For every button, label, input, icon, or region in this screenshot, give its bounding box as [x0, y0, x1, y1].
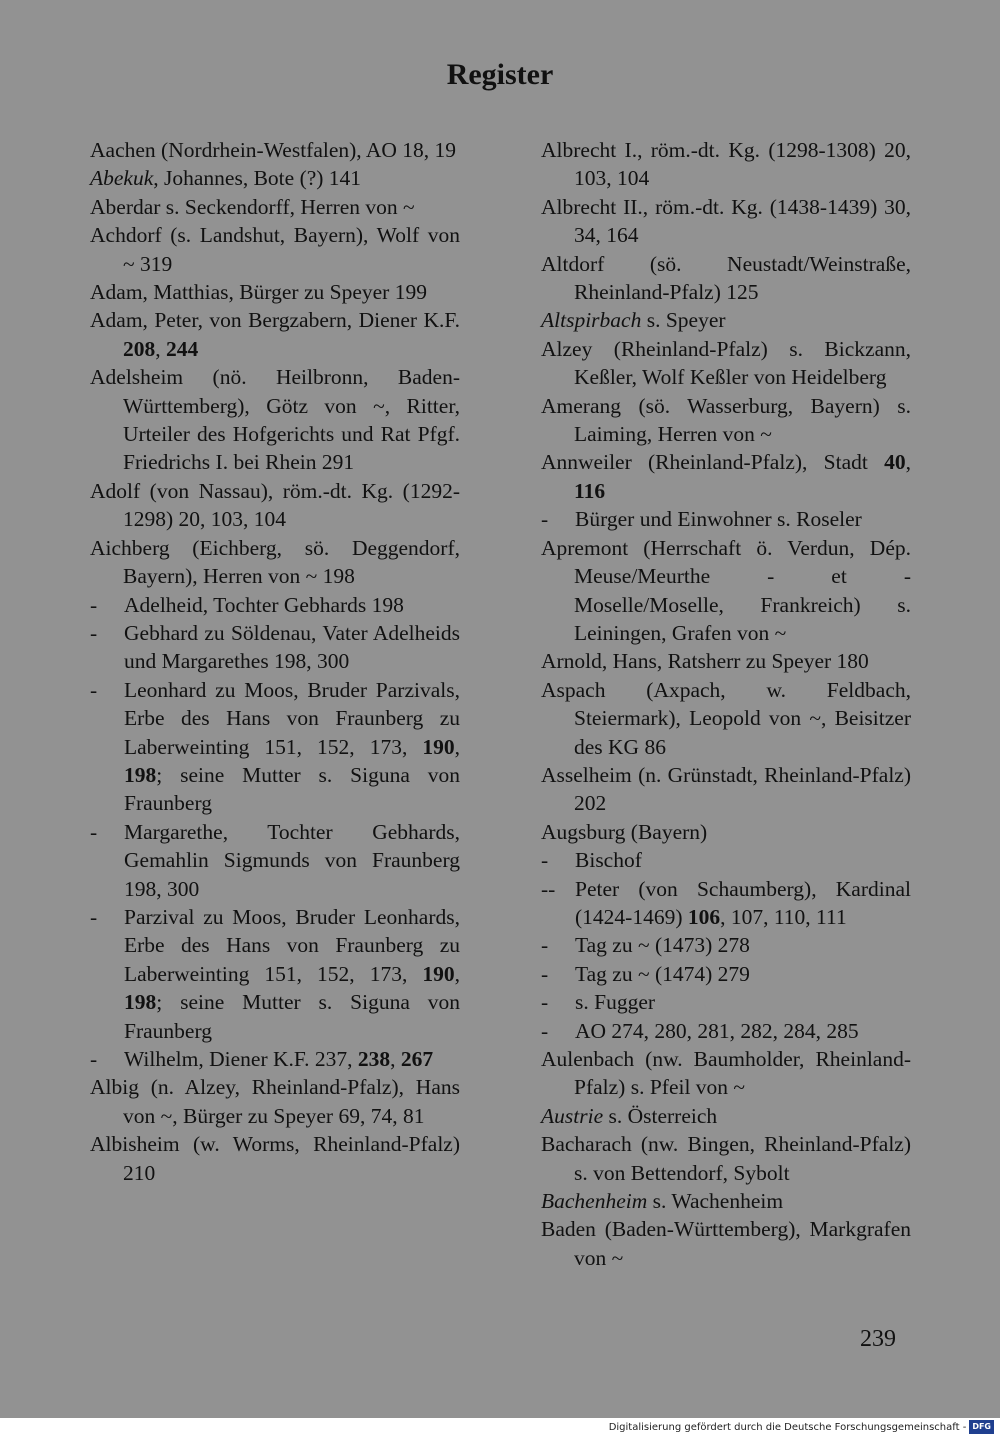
entry-text: Albrecht II., röm.-dt. Kg. (1438-1439) 30, 34, 164	[541, 194, 911, 248]
entry-text: Margarethe, Tochter Gebhards, Gemahlin Sigmunds von Fraunberg 198, 300	[124, 819, 460, 901]
entry-text: ,	[155, 336, 166, 361]
entry-text: Bischof	[575, 848, 642, 873]
entry-text: Apremont (Herrschaft ö. Verdun, Dép. Meuse/Meurthe - et - Moselle/Moselle, Frankreich) s. Leiningen, Grafen von ~	[541, 535, 911, 645]
index-entry	[541, 1102, 911, 1130]
entry-text: ,	[390, 1047, 401, 1071]
index-subentry	[541, 846, 911, 874]
subentry-dash: -	[541, 961, 549, 986]
italic-term: Altspirbach	[541, 308, 642, 333]
index-entry	[541, 306, 911, 334]
entry-text: Gebhard zu Söldenau, Vater Adelheids und Margarethes 198, 300	[124, 620, 460, 674]
entry-text: Annweiler (Rheinland-Pfalz), Stadt	[541, 450, 885, 475]
index-column-right	[541, 136, 911, 1272]
entry-text: Bürger und Einwohner s. Roseler	[575, 507, 862, 532]
index-entry	[90, 477, 460, 534]
entry-text: Aachen (Nordrhein-Westfalen), AO 18, 19	[90, 138, 457, 162]
entry-text: ; seine Mutter s. Siguna von Fraunberg	[124, 762, 460, 816]
bold-page-ref: 267	[400, 1047, 434, 1071]
index-subentry	[541, 931, 911, 959]
entry-text: s. Speyer	[641, 308, 726, 333]
index-entry	[541, 136, 911, 193]
subentry-dash: -	[541, 848, 549, 873]
entry-text: Adelheid, Tochter Gebhards 198	[124, 592, 404, 617]
italic-term: Austrie	[541, 1103, 604, 1128]
bold-page-ref: 244	[166, 336, 199, 361]
index-subentry	[541, 988, 911, 1016]
index-subentry	[90, 591, 460, 619]
entry-text: s. Fugger	[575, 990, 656, 1015]
subentry-dash: -	[90, 677, 98, 702]
entry-text: Albisheim (w. Worms, Rheinland-Pfalz) 210	[90, 1132, 460, 1185]
page-title: Register	[446, 58, 554, 91]
index-entry	[541, 647, 911, 675]
entry-text: Adelsheim (nö. Heilbronn, Baden-Württemberg), Götz von ~, Ritter, Urteiler des Hofgerichts und Rat Pfgf. Friedrichs I. bei Rhein 291	[90, 365, 460, 475]
index-subentry	[90, 1045, 460, 1073]
entry-text: Baden (Baden-Württemberg), Markgrafen von ~	[541, 1217, 911, 1270]
bold-page-ref: 208	[123, 336, 156, 361]
subentry-dash: -	[541, 990, 549, 1015]
entry-text: Wilhelm, Diener K.F. 237,	[124, 1047, 358, 1071]
index-entry	[541, 534, 911, 648]
entry-text: ,	[905, 450, 911, 475]
entry-text: Alzey (Rheinland-Pfalz) s. Bickzann, Keßler, Wolf Keßler von Heidelberg	[541, 336, 911, 390]
entry-text: , Johannes, Bote (?) 141	[153, 166, 362, 191]
bold-page-ref: 106	[687, 904, 721, 929]
index-entry	[541, 676, 911, 761]
page-number: 239	[860, 1326, 896, 1352]
digitization-footer	[609, 1420, 994, 1434]
entry-text: Leonhard zu Moos, Bruder Parzivals, Erbe des Hans von Fraunberg zu Laberweinting 151, 152, 173,	[124, 677, 460, 759]
subentry-dash: -	[541, 1018, 549, 1043]
entry-text: Altdorf (sö. Neustadt/Weinstraße, Rheinland-Pfalz) 125	[541, 251, 911, 305]
entry-text: Albrecht I., röm.-dt. Kg. (1298-1308) 20, 103, 104	[541, 138, 911, 191]
italic-term: Abekuk	[90, 166, 154, 191]
index-entry	[90, 193, 460, 221]
index-entry	[90, 136, 460, 164]
bold-page-ref: 116	[574, 478, 606, 503]
index-entry	[541, 761, 911, 818]
index-subentry	[541, 505, 911, 533]
entry-text: Albig (n. Alzey, Rheinland-Pfalz), Hans von ~, Bürger zu Speyer 69, 74, 81	[90, 1075, 460, 1128]
entry-text: Adam, Peter, von Bergzabern, Diener K.F.	[90, 308, 460, 333]
entry-text: Adam, Matthias, Bürger zu Speyer 199	[90, 280, 427, 305]
entry-text: , 107, 110, 111	[720, 904, 847, 929]
entry-text: Peter (von Schaumberg), Kardinal (1424-1469)	[575, 876, 911, 929]
entry-text: Adolf (von Nassau), röm.-dt. Kg. (1292-1298) 20, 103, 104	[90, 478, 460, 532]
bold-page-ref: 198	[124, 990, 157, 1015]
index-entry	[90, 1073, 460, 1130]
index-subentry	[541, 1017, 911, 1045]
subentry-dash: -	[90, 1047, 98, 1071]
index-column-left	[90, 136, 460, 1187]
index-entry	[541, 392, 911, 449]
entry-text: Augsburg (Bayern)	[541, 819, 708, 844]
entry-text: Achdorf (s. Landshut, Bayern), Wolf von ~ 319	[90, 223, 460, 276]
index-entry	[90, 1130, 460, 1187]
index-entry	[541, 250, 911, 307]
entry-text: Aberdar s. Seckendorff, Herren von ~	[90, 194, 415, 219]
entry-text: ,	[454, 734, 460, 759]
index-entry	[541, 818, 911, 846]
entry-text: ,	[454, 961, 460, 986]
bold-page-ref: 238	[357, 1047, 391, 1071]
index-entry	[90, 278, 460, 306]
entry-text: Aulenbach (nw. Baumholder, Rheinland-Pfalz) s. Pfeil von ~	[541, 1047, 911, 1100]
index-entry	[90, 164, 460, 192]
subentry-dash: -	[541, 933, 549, 958]
entry-text: Amerang (sö. Wasserburg, Bayern) s. Laiming, Herren von ~	[541, 393, 911, 447]
index-subentry	[90, 676, 460, 818]
subentry-dash: --	[541, 876, 556, 901]
index-entry	[541, 1215, 911, 1272]
subentry-dash: -	[90, 819, 98, 844]
index-entry	[90, 221, 460, 278]
subentry-dash: -	[90, 592, 98, 617]
entry-text: Aspach (Axpach, w. Feldbach, Steiermark), Leopold von ~, Beisitzer des KG 86	[541, 677, 911, 759]
entry-text: Tag zu ~ (1473) 278	[575, 933, 750, 958]
index-entry	[541, 335, 911, 392]
entry-text: Arnold, Hans, Ratsherr zu Speyer 180	[541, 649, 869, 674]
entry-text: ; seine Mutter s. Siguna von Fraunberg	[124, 990, 460, 1043]
subentry-dash: -	[541, 507, 549, 532]
entry-text: AO 274, 280, 281, 282, 284, 285	[575, 1018, 859, 1043]
index-subentry	[541, 875, 911, 932]
bold-page-ref: 198	[124, 762, 157, 787]
entry-text: Asselheim (n. Grünstadt, Rheinland-Pfalz) 202	[541, 762, 911, 816]
subentry-dash: -	[90, 620, 98, 645]
entry-text: s. Österreich	[603, 1103, 718, 1128]
bold-page-ref: 40	[884, 450, 906, 475]
index-subentry	[90, 903, 460, 1045]
index-entry	[90, 363, 460, 477]
subentry-dash: -	[90, 904, 98, 929]
index-entry	[541, 1187, 911, 1215]
index-entry	[90, 534, 460, 591]
index-entry	[541, 1045, 911, 1102]
index-subentry	[90, 619, 460, 676]
index-entry	[541, 448, 911, 505]
entry-text: Tag zu ~ (1474) 279	[575, 961, 750, 986]
bold-page-ref: 190	[422, 961, 455, 986]
footer-text: Digitalisierung gefördert durch die Deutsche Forschungsgemeinschaft -	[608, 1421, 967, 1433]
entry-text: Bacharach (nw. Bingen, Rheinland-Pfalz) s. von Bettendorf, Sybolt	[541, 1132, 911, 1185]
entry-text: Parzival zu Moos, Bruder Leonhards, Erbe des Hans von Fraunberg zu Laberweinting 151, 152, 173,	[124, 904, 460, 986]
bold-page-ref: 190	[422, 734, 455, 759]
index-entry	[90, 306, 460, 363]
index-subentry	[90, 818, 460, 903]
entry-text: Aichberg (Eichberg, sö. Deggendorf, Bayern), Herren von ~ 198	[90, 535, 460, 589]
index-subentry	[541, 960, 911, 988]
index-entry	[541, 1130, 911, 1187]
italic-term: Bachenheim	[541, 1189, 648, 1214]
entry-text: s. Wachenheim	[647, 1189, 784, 1214]
dfg-logo: DFG	[969, 1420, 994, 1434]
index-entry	[541, 193, 911, 250]
